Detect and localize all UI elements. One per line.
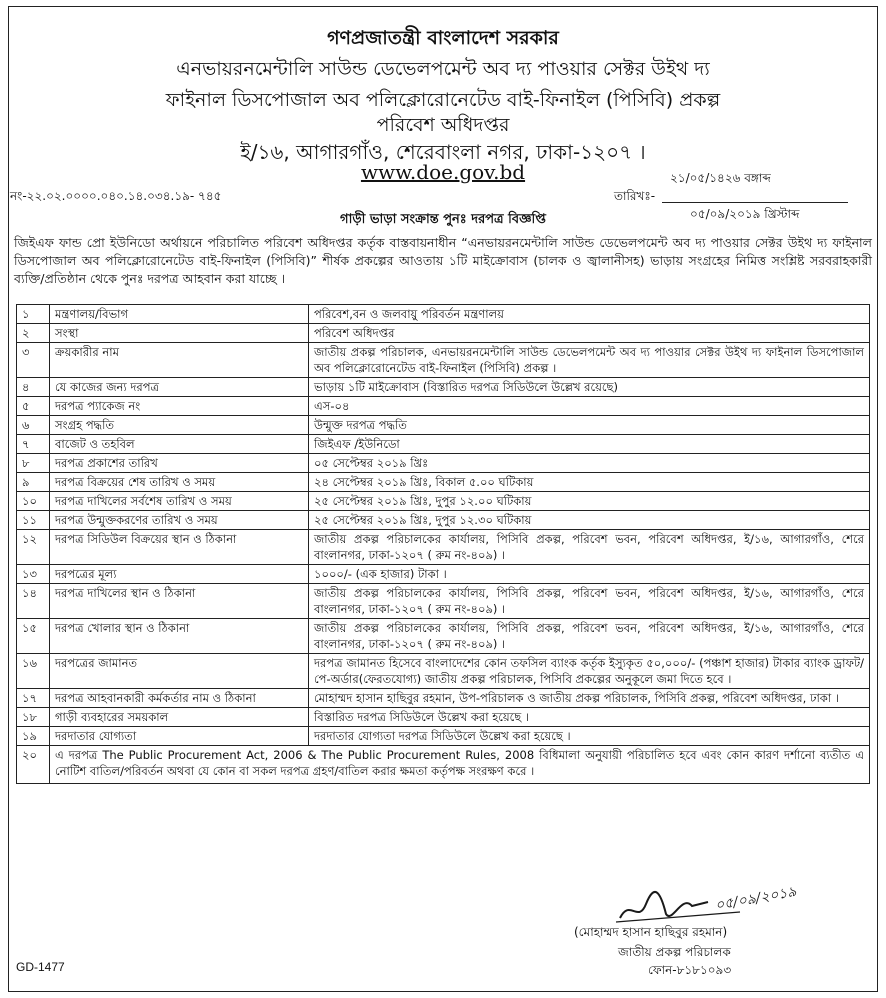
office-address: ই/১৬, আগারগাঁও, শেরেবাংলা নগর, ঢাকা-১২০৭ । (240, 140, 646, 164)
row-value: দরদাতার যোগ্যতা দরপত্র সিডিউলে উল্লেখ করা হয়েছে । (309, 727, 870, 746)
row-number: ১২ (17, 530, 50, 565)
table-row (17, 619, 870, 654)
date-label: তারিখঃ- (614, 189, 656, 203)
row-label: দরপত্র উন্মুক্তকরণের তারিখ ও সময় (50, 511, 309, 530)
row-value: ০৫ সেপ্টেম্বর ২০১৯ খ্রিঃ (309, 454, 870, 473)
date-bangla: ২১/০৫/১৪২৬ বঙ্গাব্দ (670, 171, 771, 185)
table-row (17, 397, 870, 416)
final-clause-text: এ দরপত্র The Public Procurement Act, 2006 & The Public Procurement Rules, 2008 বিধিমালা অনুযায়ী পরিচালিত হবে এবং কোন কারণ দর্শানো ব্যতীত এ নোটিশ বাতিল/পরিবর্তন অথবা যে কোন বা সকল দরপত্র গ্রহণ/বাতিল করার ক্ষমতা কর্তৃপক্ষ সংরক্ষণ করে । (50, 746, 870, 784)
department-name: পরিবেশ অধিদপ্তর (376, 114, 510, 136)
row-number: ১০ (17, 492, 50, 511)
row-value: ২৫ সেপ্টেম্বর ২০১৯ খ্রিঃ, দুপুর ১২.৩০ ঘটিকায় (309, 511, 870, 530)
table-row (17, 416, 870, 435)
notice-title: গাড়ী ভাড়া সংক্রান্ত পুনঃ দরপত্র বিজ্ঞপ্তি (340, 212, 546, 227)
row-label: মন্ত্রণালয়/বিভাগ (50, 305, 309, 324)
table-row (17, 473, 870, 492)
row-label: দরপত্র সিডিউল বিক্রয়ের স্থান ও ঠিকানা (50, 530, 309, 565)
table-row-final-clause (17, 746, 870, 784)
row-number: ১৮ (17, 708, 50, 727)
row-label: ক্রয়কারীর নাম (50, 343, 309, 378)
table-row (17, 530, 870, 565)
row-number: ৪ (17, 378, 50, 397)
row-label: দরপত্র খোলার স্থান ও ঠিকানা (50, 619, 309, 654)
handwritten-date: ০৫/০৯/২০১৯ (713, 884, 798, 914)
project-title-line-2: ফাইনাল ডিসপোজাল অব পলিক্লোরোনেটেড বাই-ফিনাইল (পিসিবি) প্রকল্প (165, 89, 721, 111)
table-row (17, 454, 870, 473)
row-value: ২৫ সেপ্টেম্বর ২০১৯ খ্রিঃ, দুপুর ১২.০০ ঘটিকায় (309, 492, 870, 511)
row-label: দরদাতার যোগ্যতা (50, 727, 309, 746)
row-value: পরিবেশ অধিদপ্তর (309, 324, 870, 343)
row-label: দরপত্র প্যাকেজ নং (50, 397, 309, 416)
row-number: ১ (17, 305, 50, 324)
row-label: দরপত্র বিক্রয়ের শেষ তারিখ ও সময় (50, 473, 309, 492)
table-row (17, 435, 870, 454)
row-number: ৫ (17, 397, 50, 416)
table-row (17, 492, 870, 511)
date-divider (662, 202, 848, 203)
row-value: মোহাম্মদ হাসান হাছিবুর রহমান, উপ-পরিচালক ও জাতীয় প্রকল্প পরিচালক, পিসিবি প্রকল্প, পরিবেশ অধিদপ্তর, ঢাকা । (309, 689, 870, 708)
table-row (17, 565, 870, 584)
table-row (17, 511, 870, 530)
row-label: বাজেট ও তহবিল (50, 435, 309, 454)
row-value: জাতীয় প্রকল্প পরিচালকের কার্যালয়, পিসিবি প্রকল্প, পরিবেশ ভবন, পরিবেশ অধিদপ্তর, ই/১৬, আগারগাঁও, শেরে বাংলানগর, ঢাকা-১২০৭ ( রুম নং-৪০৯) । (309, 619, 870, 654)
row-number: ২ (17, 324, 50, 343)
row-value: পরিবেশ,বন ও জলবায়ু পরিবর্তন মন্ত্রণালয় (309, 305, 870, 324)
row-label: দরপত্র প্রকাশের তারিখ (50, 454, 309, 473)
row-number: ১৬ (17, 654, 50, 689)
row-label: দরপত্র দাখিলের সর্বশেষ তারিখ ও সময় (50, 492, 309, 511)
row-value: জাতীয় প্রকল্প পরিচালকের কার্যালয়, পিসিবি প্রকল্প, পরিবেশ ভবন, পরিবেশ অধিদপ্তর, ই/১৬, আগারগাঁও, শেরে বাংলানগর, ঢাকা-১২০৭ ( রুম নং-৪০৯) । (309, 530, 870, 565)
row-number: ১৭ (17, 689, 50, 708)
tender-table (16, 304, 870, 784)
row-value: জাতীয় প্রকল্প পরিচালক, এনভায়রনমেন্টালি সাউন্ড ডেভেলপমেন্ট অব দ্য পাওয়ার সেক্টর উইথ দ্য ফাইনাল ডিসপোজাল অব পলিক্লোরোনেটেড বাই-ফিনাইল (পিসিবি) প্রকল্প । (309, 343, 870, 378)
reference-number: নং-২২.০২.০০০০.০৪০.১৪.০৩৪.১৯- ৭৪৫ (10, 189, 222, 203)
signatory-name: (মোহাম্মদ হাসান হাছিবুর রহমান) (574, 925, 728, 939)
row-number: ১৫ (17, 619, 50, 654)
row-number: ৩ (17, 343, 50, 378)
row-number: ১১ (17, 511, 50, 530)
row-label: দরপত্রের মূল্য (50, 565, 309, 584)
signature-underline (616, 912, 740, 922)
row-label: দরপত্রের জামানত (50, 654, 309, 689)
row-number: ১৪ (17, 584, 50, 619)
row-value: বিস্তারিত দরপত্র সিডিউলে উল্লেখ করা হয়েছে । (309, 708, 870, 727)
row-number: ৬ (17, 416, 50, 435)
signatory-title: জাতীয় প্রকল্প পরিচালক (618, 945, 731, 959)
row-number: ১৯ (17, 727, 50, 746)
gd-code: GD-1477 (16, 960, 65, 974)
row-label: সংস্থা (50, 324, 309, 343)
table-row (17, 584, 870, 619)
govt-title: গণপ্রজাতন্ত্রী বাংলাদেশ সরকার (327, 27, 559, 49)
row-label: দরপত্র আহবানকারী কর্মকর্তার নাম ও ঠিকানা (50, 689, 309, 708)
table-row (17, 305, 870, 324)
row-value: জিইএফ /ইউনিডো (309, 435, 870, 454)
table-row (17, 708, 870, 727)
row-value: দরপত্র জামানত হিসেবে বাংলাদেশের কোন তফসিল ব্যাংক কর্তৃক ইস্যুকৃত ৫০,০০০/- (পঞ্চাশ হাজার) টাকার ব্যাংক ড্রাফট/পে-অর্ডার(ফেরতযোগ্য) জাতীয় প্রকল্প পরিচালক, পিসিবি প্রকল্পের অনুকূলে জমা দিতে হবে । (309, 654, 870, 689)
row-label: সংগ্রহ পদ্ধতি (50, 416, 309, 435)
table-row (17, 689, 870, 708)
row-value: ১০০০/- (এক হাজার) টাকা । (309, 565, 870, 584)
row-label: গাড়ী ব্যবহারের সময়কাল (50, 708, 309, 727)
website-link[interactable]: www.doe.gov.bd (360, 160, 526, 184)
row-label: যে কাজের জন্য দরপত্র (50, 378, 309, 397)
row-number: ৮ (17, 454, 50, 473)
row-value: এস-০৪ (309, 397, 870, 416)
row-value: ভাড়ায় ১টি মাইক্রোবাস (বিস্তারিত দরপত্র সিডিউলে উল্লেখ রয়েছে) (309, 378, 870, 397)
project-title-line-1: এনভায়রনমেন্টালি সাউন্ড ডেভেলপমেন্ট অব দ্য পাওয়ার সেক্টর উইথ দ্য (176, 58, 710, 80)
table-row (17, 654, 870, 689)
row-number: ২০ (17, 746, 50, 784)
table-row (17, 378, 870, 397)
row-number: ১৩ (17, 565, 50, 584)
row-value: উন্মুক্ত দরপত্র পদ্ধতি (309, 416, 870, 435)
date-gregorian: ০৫/০৯/২০১৯ খ্রিস্টাব্দ (690, 207, 800, 221)
signature-image (612, 884, 832, 928)
table-row (17, 324, 870, 343)
row-number: ৭ (17, 435, 50, 454)
row-number: ৯ (17, 473, 50, 492)
notice-intro: জিইএফ ফান্ড প্রো ইউনিডো অর্থায়নে পরিচালিত পরিবেশ অধিদপ্তর কর্তৃক বাস্তবায়নাধীন “এনভায়রনমেন্টালি সাউন্ড ডেভেলপমেন্ট অব দ্য পাওয়ার সেক্টর উইথ দ্য ফাইনাল ডিসপোজাল অব পলিক্লোরোনেটেড বাই-ফিনাইল (পিসিবি)” শীর্ষক প্রকল্পের আওতায় ১টি মাইক্রোবাস (চালক ও জ্বালানীসহ) ভাড়ায় সংগ্রহের নিমিত্ত সংশ্লিষ্ট সরবরাহকারী ব্যক্তি/প্রতিষ্ঠান থেকে পুনঃ দরপত্র আহবান করা যাচ্ছে । (14, 235, 872, 286)
signature-stroke (620, 892, 708, 918)
row-value: জাতীয় প্রকল্প পরিচালকের কার্যালয়, পিসিবি প্রকল্প, পরিবেশ ভবন, পরিবেশ অধিদপ্তর, ই/১৬, আগারগাঁও, শেরে বাংলানগর, ঢাকা-১২০৭ ( রুম নং-৪০৯) । (309, 584, 870, 619)
table-row (17, 727, 870, 746)
row-value: ২৪ সেপ্টেম্বর ২০১৯ খ্রিঃ, বিকাল ৫.০০ ঘটিকায় (309, 473, 870, 492)
row-label: দরপত্র দাখিলের স্থান ও ঠিকানা (50, 584, 309, 619)
table-row (17, 343, 870, 378)
signatory-phone: ফোন-৮১৮১০৯৩ (648, 963, 732, 977)
